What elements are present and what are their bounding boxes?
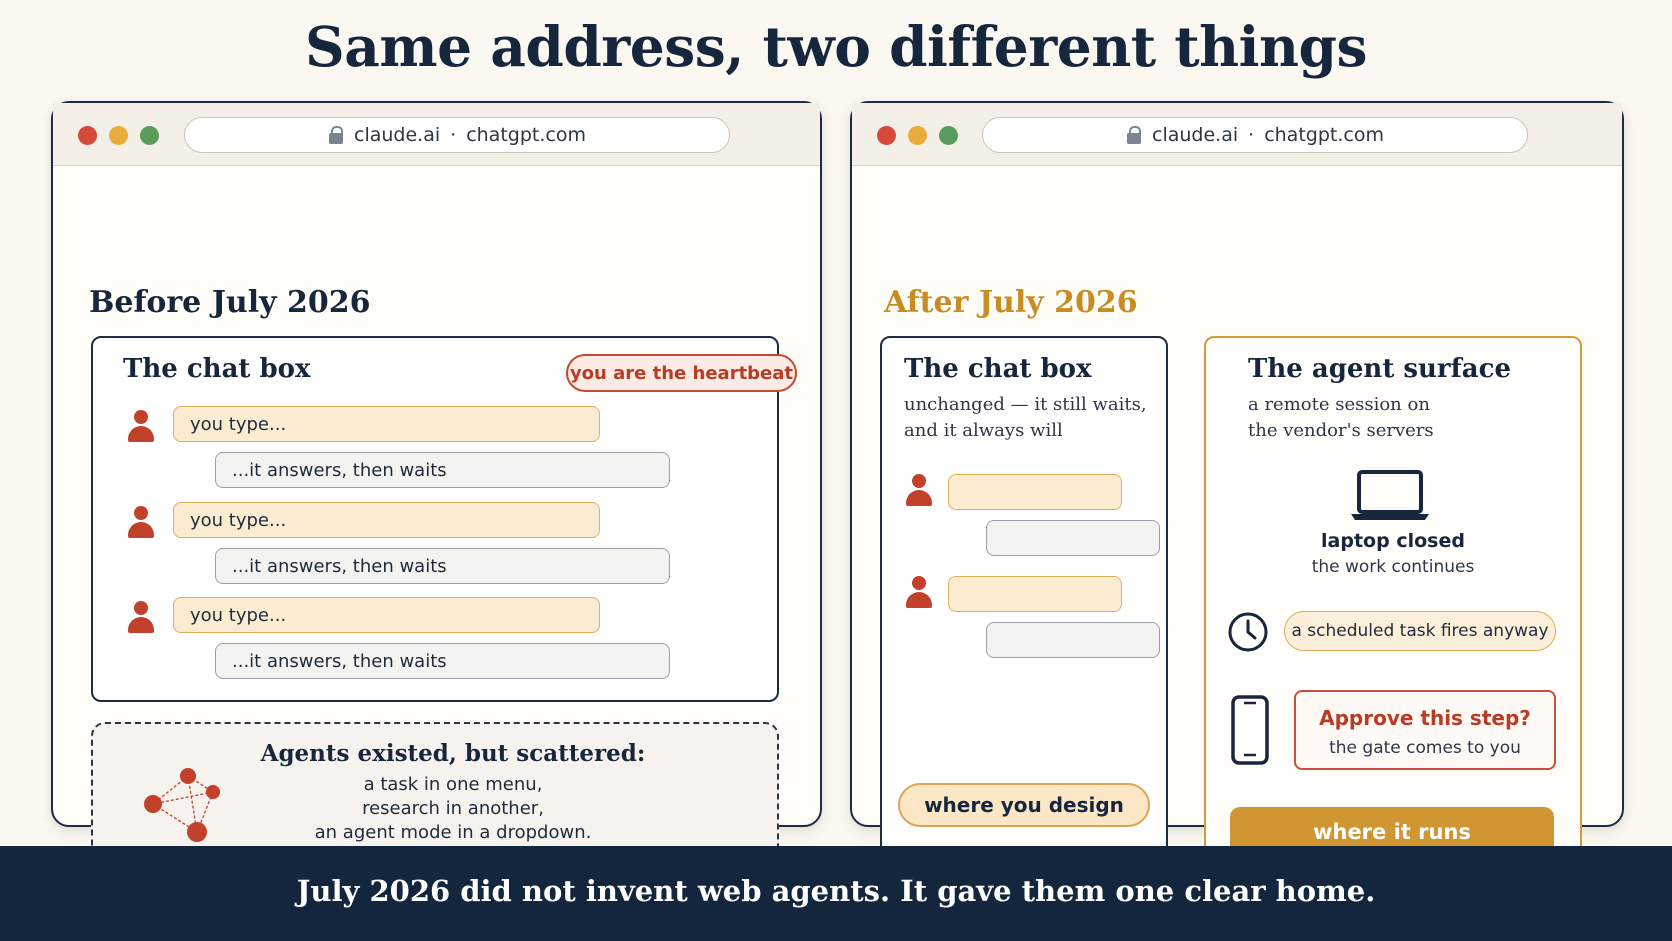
maximize-window-dot[interactable] bbox=[939, 126, 958, 145]
agent-surface-sub-line: a remote session on bbox=[1248, 394, 1430, 415]
laptop-icon bbox=[1349, 470, 1431, 522]
chat-box-title: The chat box bbox=[123, 354, 311, 384]
scheduled-task-pill: a scheduled task fires anyway bbox=[1284, 611, 1556, 651]
browser-window-before bbox=[51, 101, 822, 843]
minimize-window-dot[interactable] bbox=[109, 126, 128, 145]
phone-icon bbox=[1230, 694, 1270, 766]
agent-surface-sub-line: the vendor's servers bbox=[1248, 420, 1434, 441]
user-message-placeholder bbox=[948, 576, 1122, 612]
approve-step-sub: the gate comes to you bbox=[1329, 738, 1521, 758]
heartbeat-badge: you are the heartbeat bbox=[566, 354, 797, 392]
chat-box-card-before bbox=[91, 336, 794, 702]
work-continues-label: the work continues bbox=[1311, 557, 1475, 577]
chat-box-card-after bbox=[880, 336, 1168, 898]
where-it-runs-button[interactable]: where it runs bbox=[1230, 807, 1554, 857]
user-icon bbox=[904, 576, 934, 610]
lock-icon bbox=[328, 126, 344, 144]
user-message: you type... bbox=[173, 597, 600, 633]
laptop-closed-label: laptop closed bbox=[1321, 530, 1465, 552]
scattered-title: Agents existed, but scattered: bbox=[260, 740, 646, 767]
address-bar[interactable] bbox=[184, 117, 730, 153]
window-titlebar bbox=[53, 103, 820, 166]
after-heading: After July 2026 bbox=[884, 285, 1138, 320]
scattered-line: a task in one menu, bbox=[363, 774, 543, 795]
ai-reply: ...it answers, then waits bbox=[215, 452, 670, 488]
minimize-window-dot[interactable] bbox=[908, 126, 927, 145]
where-you-design-pill[interactable]: where you design bbox=[898, 783, 1150, 827]
url-separator: · bbox=[450, 124, 457, 146]
footer-text: July 2026 did not invent web agents. It gave them one clear home. bbox=[296, 874, 1376, 908]
page-title: Same address, two different things bbox=[305, 14, 1367, 79]
browser-window-after bbox=[850, 101, 1624, 844]
user-icon bbox=[904, 474, 934, 508]
close-window-dot[interactable] bbox=[78, 126, 97, 145]
url-separator: · bbox=[1248, 124, 1255, 146]
lock-icon bbox=[1126, 126, 1142, 144]
chat-box-title: The chat box bbox=[904, 354, 1092, 384]
url-domain-claude: claude.ai bbox=[1152, 124, 1239, 146]
user-message: you type... bbox=[173, 406, 600, 442]
agent-surface-card bbox=[1204, 336, 1582, 898]
ai-reply-placeholder bbox=[986, 622, 1160, 658]
ai-reply-placeholder bbox=[986, 520, 1160, 556]
user-icon bbox=[126, 410, 156, 444]
user-icon bbox=[126, 506, 156, 540]
ai-reply: ...it answers, then waits bbox=[215, 548, 670, 584]
approve-step-prompt[interactable] bbox=[1294, 690, 1556, 770]
user-message-placeholder bbox=[948, 474, 1122, 510]
before-heading: Before July 2026 bbox=[89, 285, 371, 320]
url-domain-claude: claude.ai bbox=[354, 124, 441, 146]
agent-surface-title: The agent surface bbox=[1248, 354, 1512, 384]
close-window-dot[interactable] bbox=[877, 126, 896, 145]
user-icon bbox=[126, 601, 156, 635]
approve-step-title: Approve this step? bbox=[1319, 706, 1531, 730]
window-titlebar bbox=[852, 103, 1622, 166]
ai-reply: ...it answers, then waits bbox=[215, 643, 670, 679]
scattered-line: an agent mode in a dropdown. bbox=[314, 822, 592, 843]
maximize-window-dot[interactable] bbox=[140, 126, 159, 145]
chat-box-sub-line: and it always will bbox=[904, 420, 1063, 441]
footer-banner bbox=[0, 846, 1672, 941]
user-message: you type... bbox=[173, 502, 600, 538]
address-bar[interactable] bbox=[982, 117, 1528, 153]
clock-icon bbox=[1226, 610, 1270, 654]
chat-box-sub-line: unchanged — it still waits, bbox=[904, 394, 1147, 415]
url-domain-chatgpt: chatgpt.com bbox=[466, 124, 586, 146]
scattered-line: research in another, bbox=[362, 798, 544, 819]
url-domain-chatgpt: chatgpt.com bbox=[1264, 124, 1384, 146]
